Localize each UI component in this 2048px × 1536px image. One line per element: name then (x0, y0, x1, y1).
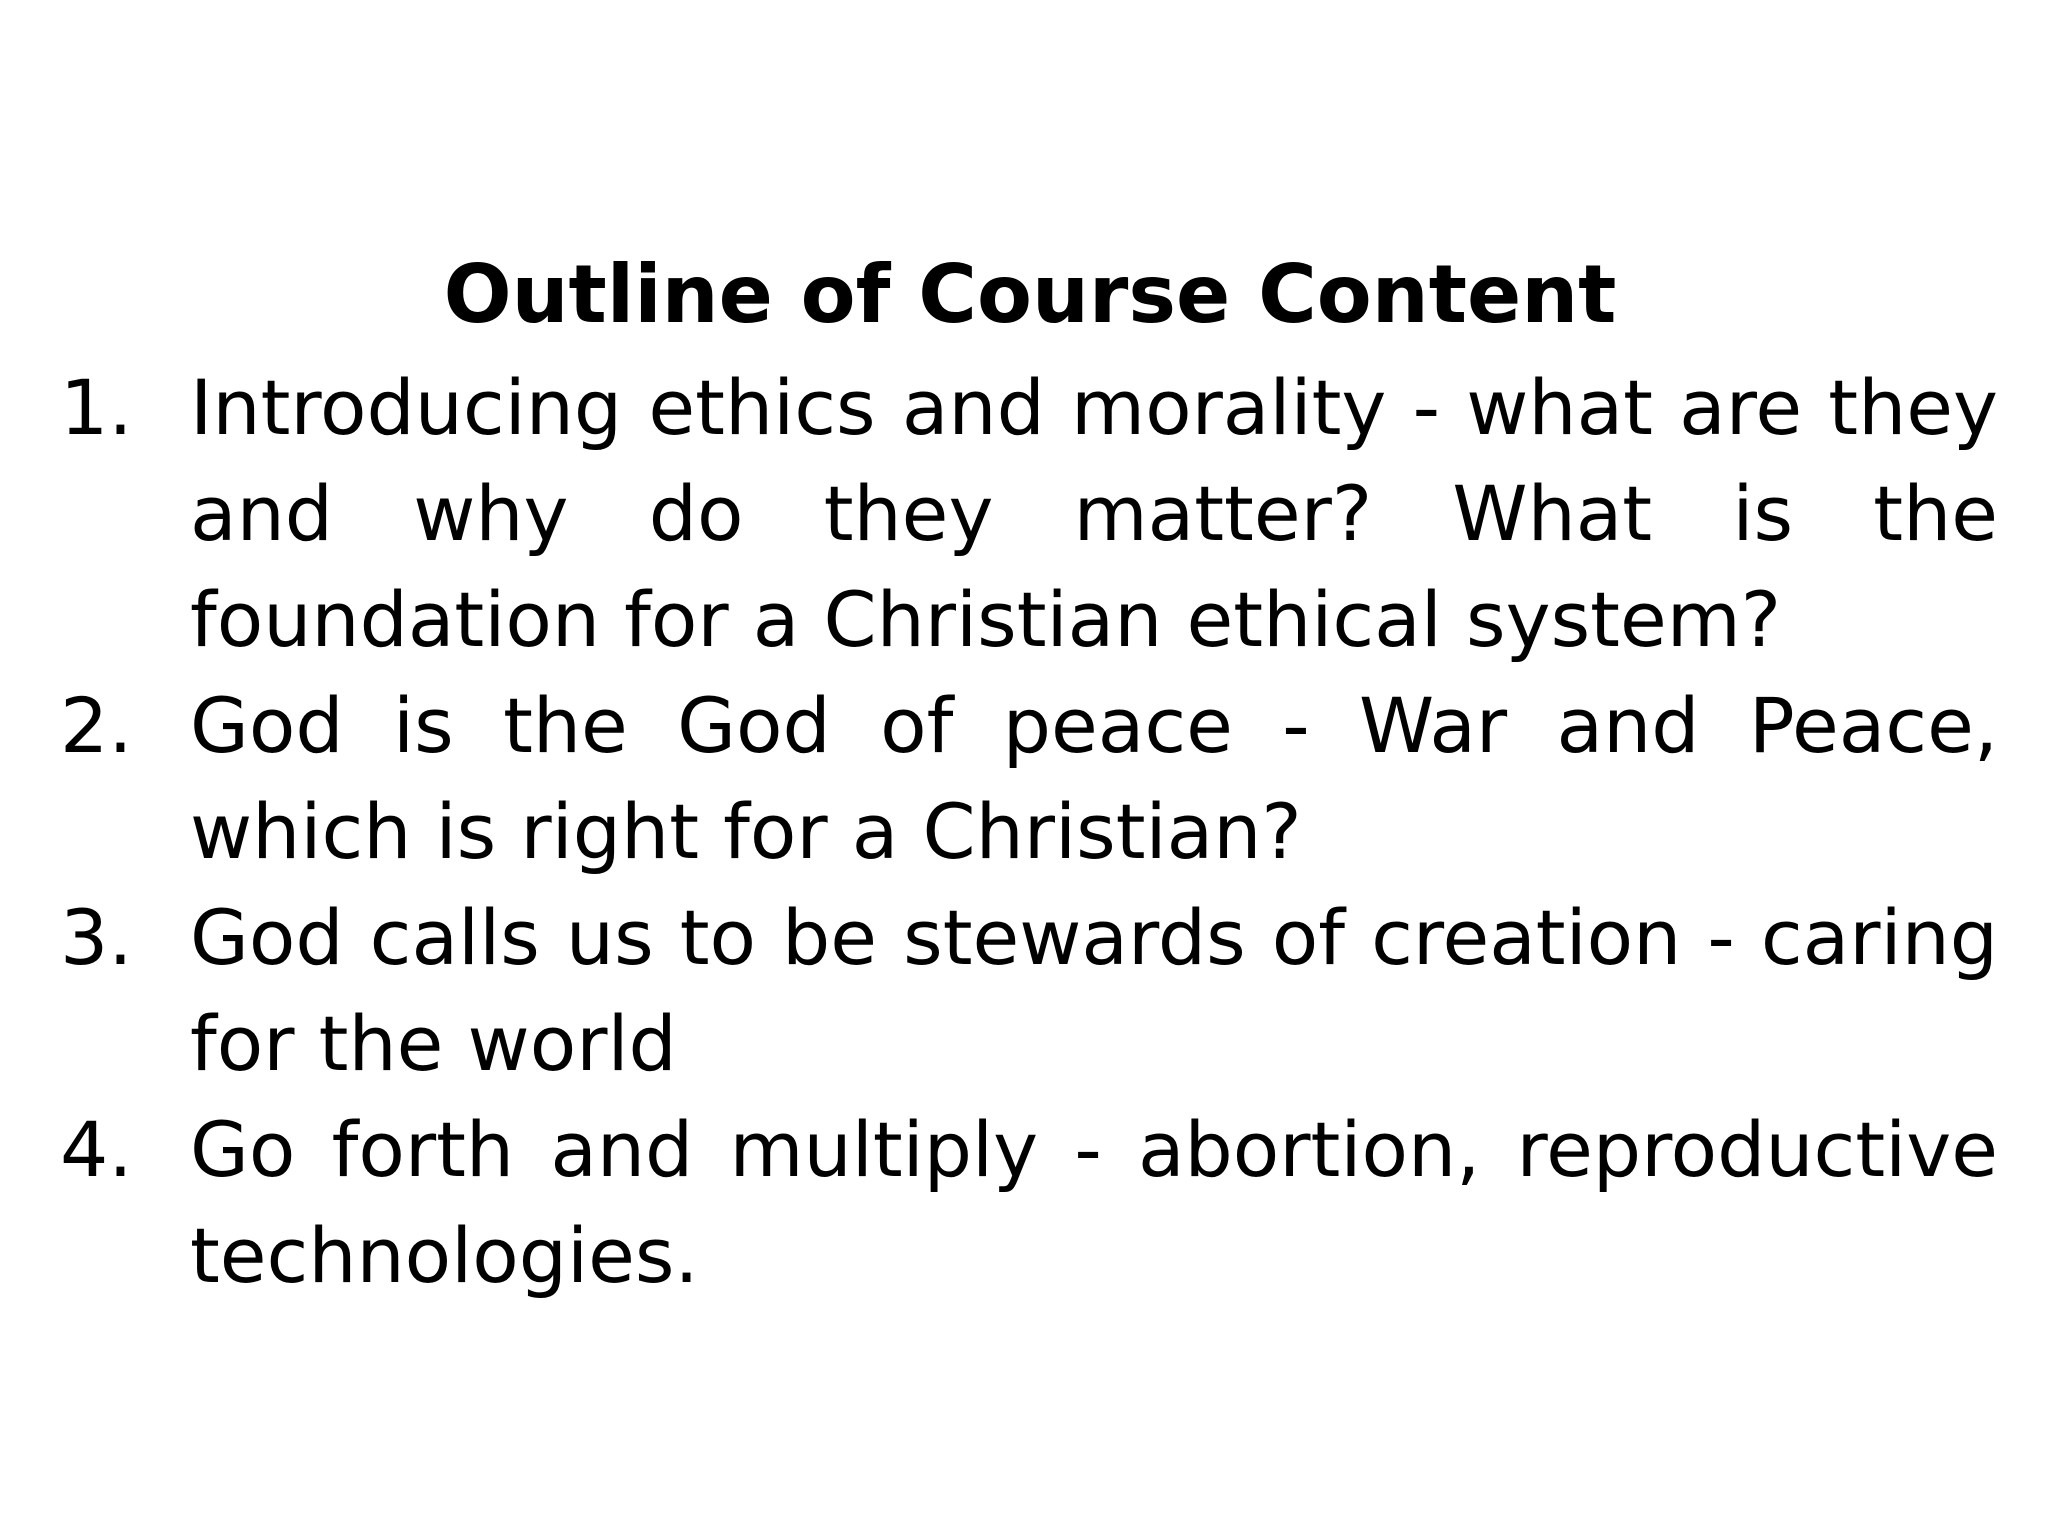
outline-item-text: God calls us to be stewards of creation - caring for the world (190, 893, 1998, 1088)
outline-item-4 (60, 1097, 1998, 1309)
outline-item-text: Introducing ethics and morality - what are they and why do they matter? What is the foundation for a Christian ethical system? (190, 363, 1998, 664)
slide-title: Outline of Course Content (443, 248, 1617, 341)
outline-item-number: 4. (60, 1105, 133, 1194)
outline-item-text: Go forth and multiply - abortion, reproductive technologies. (190, 1105, 1998, 1300)
outline-item-number: 3. (60, 893, 133, 982)
outline-item-number: 1. (60, 363, 133, 452)
outline-item-number: 2. (60, 681, 133, 770)
outline-item-1 (60, 355, 1998, 673)
outline-item-3 (60, 885, 1998, 1097)
outline-item-2 (60, 673, 1998, 885)
course-outline-list (60, 355, 1998, 1309)
outline-item-text: God is the God of peace - War and Peace, which is right for a Christian? (190, 681, 1998, 876)
